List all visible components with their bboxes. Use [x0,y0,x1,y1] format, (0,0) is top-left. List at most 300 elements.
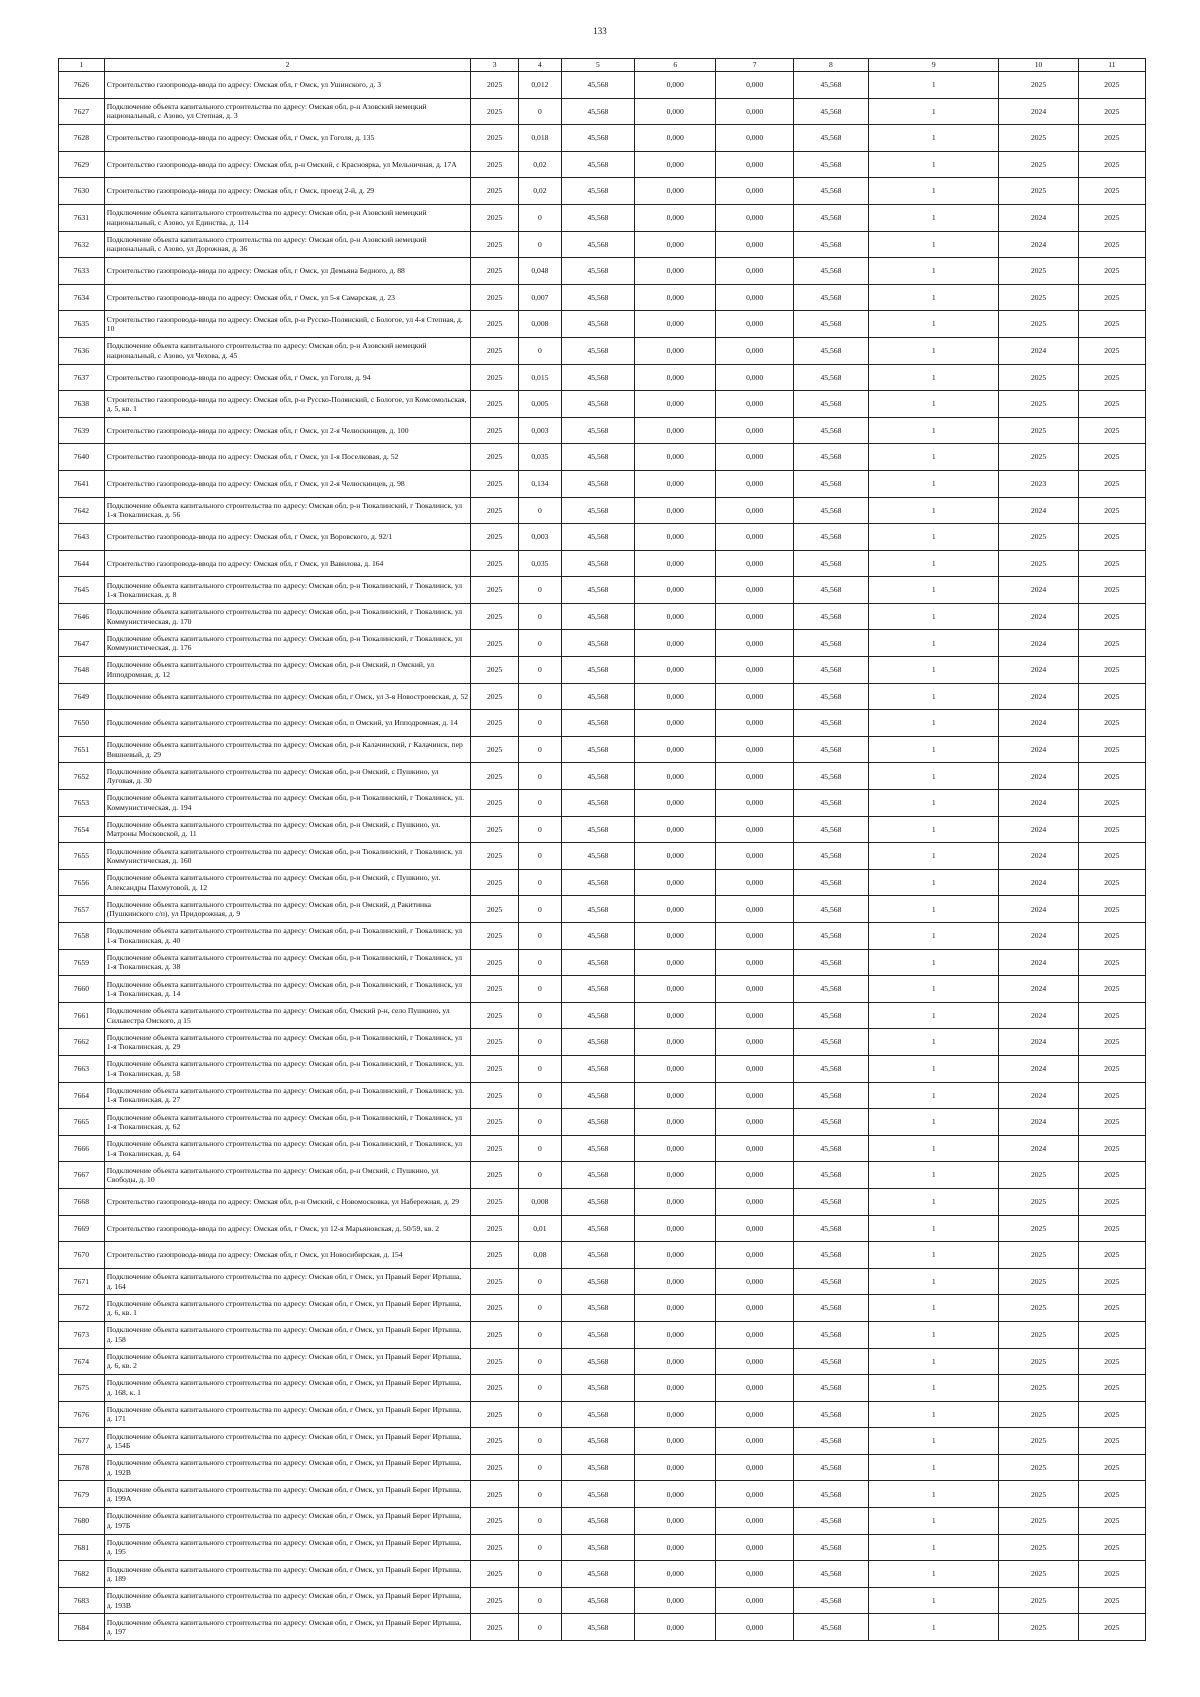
table-cell: 0,000 [716,1401,793,1428]
table-cell: 2025 [471,497,519,524]
table-cell-description [104,1587,470,1614]
table-cell: 0,000 [635,231,716,258]
table-cell: 45,568 [793,657,868,684]
table-cell: 45,568 [793,284,868,311]
table-cell: 45,568 [561,311,634,338]
table-cell: 0,000 [635,843,716,870]
table-cell-description [104,763,470,790]
table-cell: 2024 [999,1029,1078,1056]
table-cell: 2025 [471,896,519,923]
table-cell: 45,568 [793,364,868,391]
table-cell: 2025 [471,391,519,418]
table-cell: 2024 [999,204,1078,231]
table-row [59,1162,1146,1189]
table-cell: 1 [869,657,999,684]
table-cell: 1 [869,1587,999,1614]
table-cell: 0,000 [635,710,716,737]
table-cell: 0 [519,1135,562,1162]
table-cell: 1 [869,311,999,338]
table-cell: 45,568 [793,1401,868,1428]
table-cell: 0,000 [716,364,793,391]
table-cell: 2025 [471,1534,519,1561]
description-text: Строительство газопровода-ввода по адресу: Омская обл, р-н Омский, с Красноярка, ул Мельничная, д. 17А [106,159,457,169]
table-cell: 0,000 [635,1188,716,1215]
table-row [59,497,1146,524]
table-cell: 0,000 [635,603,716,630]
table-cell: 2024 [999,1055,1078,1082]
table-cell: 2025 [1078,258,1145,285]
table-cell: 0,01 [519,1215,562,1242]
table-cell: 2025 [471,710,519,737]
table-cell: 0,000 [716,231,793,258]
table-cell: 2025 [1078,417,1145,444]
table-cell: 0,000 [635,98,716,125]
table-cell: 45,568 [561,1428,634,1455]
table-cell: 2025 [471,1135,519,1162]
table-cell: 1 [869,151,999,178]
table-cell: 2025 [1078,444,1145,471]
table-cell: 7646 [59,603,105,630]
table-cell: 0,000 [716,976,793,1003]
table-cell: 7682 [59,1561,105,1588]
description-text: Строительство газопровода-ввода по адресу: Омская обл, г Омск, ул Вавилова, д. 164 [106,558,384,568]
description-text: Подключение объекта капитального строительства по адресу: Омская обл, р-н Омский, д Ракитинка (Пушкинского с/п), ул Придорожная, д. 9 [106,899,432,919]
table-cell: 0,000 [635,284,716,311]
table-cell: 2025 [999,1561,1078,1588]
table-cell: 45,568 [793,1614,868,1641]
table-cell: 2024 [999,710,1078,737]
table-cell: 1 [869,1268,999,1295]
table-row [59,1508,1146,1535]
table-cell: 2025 [1078,178,1145,205]
description-text: Подключение объекта капитального строительства по адресу: Омская обл, р-н Омский, с Пушкино, ул Свободы, д. 10 [106,1165,439,1185]
table-cell: 2025 [999,1295,1078,1322]
table-cell: 7637 [59,364,105,391]
table-cell: 45,568 [793,550,868,577]
table-cell: 2025 [471,470,519,497]
table-cell: 7662 [59,1029,105,1056]
table-cell: 0 [519,1401,562,1428]
table-cell: 2025 [1078,284,1145,311]
table-cell: 0,000 [716,1428,793,1455]
table-cell: 2025 [471,1321,519,1348]
table-cell-description [104,630,470,657]
table-row [59,72,1146,99]
table-cell: 45,568 [793,1534,868,1561]
table-cell-description [104,1561,470,1588]
table-cell: 0 [519,1454,562,1481]
table-cell: 2025 [471,1215,519,1242]
description-text: Подключение объекта капитального строительства по адресу: Омская обл, р-н Тюкалинский, г Тюкалинск, ул 1-я Тюкалинская, д. 38 [106,952,463,972]
table-cell: 0,000 [716,949,793,976]
table-cell: 2025 [1078,550,1145,577]
table-cell: 45,568 [561,1215,634,1242]
description-text: Подключение объекта капитального строительства по адресу: Омская обл, р-н Омский, с Пушкино, ул. Александры Пахмутовой, д. 12 [106,873,441,892]
table-cell-description [104,1401,470,1428]
table-cell: 2025 [471,258,519,285]
table-cell-description [104,1348,470,1375]
table-cell: 0,000 [716,311,793,338]
table-cell: 0 [519,1375,562,1402]
table-cell: 2024 [999,843,1078,870]
description-text: Подключение объекта капитального строительства по адресу: Омская обл, г Омск, ул 3-я Новостроевская, д. 52 [106,691,469,701]
table-cell: 2025 [471,311,519,338]
table-row [59,311,1146,338]
table-cell: 0,134 [519,470,562,497]
table-cell: 7631 [59,204,105,231]
table-cell: 7647 [59,630,105,657]
table-cell: 0,000 [716,1321,793,1348]
description-text: Подключение объекта капитального строительства по адресу: Омская обл, г Омск, ул Правый Берег Иртыша, д. 193В [106,1591,462,1610]
table-cell: 1 [869,1454,999,1481]
table-row [59,151,1146,178]
description-text: Подключение объекта капитального строительства по адресу: Омская обл, р-н Тюкалинский, г Тюкалинск, ул. 1-я Тюкалинская, д. 27 [106,1085,464,1105]
table-row [59,1268,1146,1295]
table-cell: 45,568 [793,1268,868,1295]
table-row [59,710,1146,737]
table-cell: 0,000 [635,391,716,418]
table-cell: 45,568 [561,337,634,364]
table-cell: 2025 [1078,1561,1145,1588]
table-cell-description [104,1508,470,1535]
description-text: Строительство газопровода-ввода по адресу: Омская обл, р-н Русско-Полянский, с Бологое, ул 4-я Степная, д. 10 [106,314,463,334]
table-cell: 2024 [999,337,1078,364]
table-cell: 7666 [59,1135,105,1162]
table-cell: 2025 [471,524,519,551]
table-cell: 2025 [471,869,519,896]
table-cell: 45,568 [561,1242,634,1269]
table-row [59,1561,1146,1588]
page-number: 133 [593,26,607,36]
table-cell: 0 [519,896,562,923]
table-cell: 0,000 [635,311,716,338]
table-cell: 45,568 [561,497,634,524]
table-cell: 45,568 [793,1188,868,1215]
table-cell: 0,000 [635,1109,716,1136]
column-header: 6 [635,59,716,72]
table-cell: 2024 [999,736,1078,763]
table-cell: 7645 [59,577,105,604]
table-cell: 7679 [59,1481,105,1508]
table-cell: 1 [869,1321,999,1348]
table-cell: 7654 [59,816,105,843]
table-row [59,524,1146,551]
table-row [59,1002,1146,1029]
table-cell-description [104,949,470,976]
table-cell: 0,000 [635,444,716,471]
table-cell: 0 [519,204,562,231]
table-cell: 7652 [59,763,105,790]
column-header: 3 [471,59,519,72]
table-cell: 0 [519,816,562,843]
table-cell: 0,000 [635,1428,716,1455]
table-cell: 1 [869,1614,999,1641]
table-cell: 2025 [471,1401,519,1428]
table-cell: 0,000 [635,1454,716,1481]
table-cell: 45,568 [793,444,868,471]
table-cell-description [104,869,470,896]
table-cell: 0,048 [519,258,562,285]
table-cell-description [104,816,470,843]
table-cell: 2025 [471,1109,519,1136]
table-cell: 0,000 [635,364,716,391]
table-cell: 2025 [471,231,519,258]
table-cell: 2025 [471,337,519,364]
table-cell: 7635 [59,311,105,338]
table-cell: 2025 [471,151,519,178]
table-cell: 2024 [999,630,1078,657]
table-cell: 0,000 [635,1242,716,1269]
table-row [59,391,1146,418]
table-cell: 2025 [999,524,1078,551]
table-cell: 0,000 [635,72,716,99]
description-text: Подключение объекта капитального строительства по адресу: Омская обл, п Омский, ул Ипподромная, д. 14 [106,718,458,728]
table-cell: 45,568 [561,603,634,630]
table-cell: 2025 [1078,497,1145,524]
table-cell: 2025 [1078,1587,1145,1614]
table-cell: 2024 [999,657,1078,684]
description-text: Строительство газопровода-ввода по адресу: Омская обл, г Омск, проезд 2-й, д. 29 [106,186,375,196]
description-text: Подключение объекта капитального строительства по адресу: Омская обл, р-н Омский, с Пушкино, ул Луговая, д. 30 [106,766,439,786]
table-cell-description [104,72,470,99]
table-cell: 2025 [471,683,519,710]
table-cell: 0,000 [716,1268,793,1295]
table-cell: 7674 [59,1348,105,1375]
table-cell: 1 [869,949,999,976]
table-cell-description [104,98,470,125]
table-cell: 45,568 [561,1082,634,1109]
table-cell-description [104,417,470,444]
table-cell: 45,568 [793,1135,868,1162]
table-cell: 2025 [471,178,519,205]
table-cell: 2025 [1078,72,1145,99]
table-cell: 45,568 [561,1481,634,1508]
table-cell: 1 [869,1375,999,1402]
table-cell: 7641 [59,470,105,497]
table-cell: 0 [519,1508,562,1535]
table-cell: 0,035 [519,444,562,471]
table-cell: 2024 [999,683,1078,710]
table-cell: 45,568 [561,524,634,551]
table-cell: 0 [519,843,562,870]
table-cell: 2024 [999,1082,1078,1109]
table-cell: 45,568 [561,125,634,152]
table-cell: 45,568 [793,816,868,843]
table-cell-description [104,736,470,763]
table-cell: 0,000 [716,869,793,896]
table-cell: 0 [519,1162,562,1189]
table-cell: 0 [519,1614,562,1641]
table-row [59,1481,1146,1508]
table-cell: 2025 [1078,1481,1145,1508]
table-cell: 2025 [1078,1534,1145,1561]
table-cell: 0,012 [519,72,562,99]
table-cell: 45,568 [793,1029,868,1056]
table-cell: 7644 [59,550,105,577]
table-cell: 2025 [1078,976,1145,1003]
table-cell: 0,000 [716,524,793,551]
table-cell: 2025 [471,444,519,471]
table-cell: 45,568 [561,630,634,657]
table-row [59,976,1146,1003]
table-cell: 0,008 [519,1188,562,1215]
table-row [59,284,1146,311]
table-row [59,1215,1146,1242]
table-cell: 7650 [59,710,105,737]
table-cell: 7629 [59,151,105,178]
description-text: Подключение объекта капитального строительства по адресу: Омская обл, г Омск, ул Правый Берег Иртыша, д. 158 [106,1325,462,1344]
description-text: Строительство газопровода-ввода по адресу: Омская обл, р-н Омский, с Новомосковка, ул Набережная, д. 29 [106,1197,460,1207]
table-cell: 7665 [59,1109,105,1136]
table-cell: 2024 [999,603,1078,630]
table-cell: 2023 [999,470,1078,497]
table-row [59,683,1146,710]
table-cell: 45,568 [793,391,868,418]
table-cell: 0,000 [635,630,716,657]
table-cell: 7648 [59,657,105,684]
table-cell: 2025 [999,258,1078,285]
table-cell-description [104,1268,470,1295]
table-cell: 1 [869,1242,999,1269]
table-cell: 2025 [1078,311,1145,338]
description-text: Подключение объекта капитального строительства по адресу: Омская обл, Омский р-н, село Пушкино, ул Сильвестра Омского, д 15 [106,1006,450,1025]
table-cell: 2025 [999,1534,1078,1561]
table-cell: 2025 [471,657,519,684]
table-cell: 45,568 [793,949,868,976]
table-cell: 0,000 [716,630,793,657]
table-cell: 0,000 [635,497,716,524]
table-cell: 2025 [999,125,1078,152]
table-cell-description [104,151,470,178]
table-cell: 0 [519,1534,562,1561]
table-cell: 2025 [471,1375,519,1402]
table-cell-description [104,1109,470,1136]
table-cell: 45,568 [561,1561,634,1588]
table-cell: 1 [869,258,999,285]
description-text: Подключение объекта капитального строительства по адресу: Омская обл, г Омск, ул Правый Берег Иртыша, д. 197Б [106,1511,462,1530]
table-cell: 0,000 [635,1561,716,1588]
table-cell: 0,000 [716,577,793,604]
table-cell-description [104,178,470,205]
table-cell: 0,000 [635,1508,716,1535]
column-header: 11 [1078,59,1145,72]
table-cell: 7677 [59,1428,105,1455]
table-cell: 2025 [471,1188,519,1215]
table-cell: 1 [869,1534,999,1561]
table-cell: 0,000 [635,683,716,710]
table-cell: 0,000 [716,1614,793,1641]
table-cell: 2025 [999,417,1078,444]
table-cell: 45,568 [561,1109,634,1136]
table-cell: 1 [869,1162,999,1189]
table-cell: 2025 [999,1454,1078,1481]
table-cell: 0,000 [716,736,793,763]
table-cell: 2025 [1078,204,1145,231]
table-cell: 2025 [1078,337,1145,364]
table-row [59,204,1146,231]
table-row [59,1295,1146,1322]
table-cell: 0,02 [519,151,562,178]
table-cell: 0,000 [635,1321,716,1348]
table-cell: 45,568 [561,869,634,896]
table-cell: 45,568 [561,444,634,471]
table-cell-description [104,550,470,577]
table-cell: 2025 [471,1508,519,1535]
table-row [59,364,1146,391]
table-cell: 0,000 [716,1375,793,1402]
table-cell: 45,568 [561,1188,634,1215]
table-cell: 2025 [1078,710,1145,737]
description-text: Строительство газопровода-ввода по адресу: Омская обл, г Омск, ул 1-я Поселковая, д. 52 [106,452,399,462]
table-cell: 0,000 [716,497,793,524]
table-cell: 45,568 [793,896,868,923]
table-cell: 45,568 [561,1508,634,1535]
table-cell: 2025 [1078,470,1145,497]
table-cell: 0,000 [716,72,793,99]
table-row [59,258,1146,285]
table-cell: 45,568 [561,816,634,843]
table-cell: 45,568 [793,72,868,99]
table-cell: 45,568 [561,231,634,258]
table-cell: 45,568 [561,1002,634,1029]
table-cell: 2025 [1078,231,1145,258]
table-cell: 0,000 [716,1162,793,1189]
table-cell: 7681 [59,1534,105,1561]
table-cell: 2025 [471,284,519,311]
table-cell: 2025 [999,72,1078,99]
description-text: Подключение объекта капитального строительства по адресу: Омская обл, р-н Тюкалинский, г Тюкалинск, ул Коммунистическая, д. 160 [106,846,463,866]
table-cell: 45,568 [561,391,634,418]
table-cell: 45,568 [561,790,634,817]
table-cell: 7672 [59,1295,105,1322]
table-cell: 0,018 [519,125,562,152]
table-cell: 45,568 [561,98,634,125]
table-cell-description [104,1428,470,1455]
description-text: Подключение объекта капитального строительства по адресу: Омская обл, р-н Тюкалинский, г Тюкалинск, ул Коммунистическая, д. 170 [106,607,463,626]
description-text: Подключение объекта капитального строительства по адресу: Омская обл, г Омск, ул Правый Берег Иртыша, д. 6, кв. 1 [106,1298,462,1318]
table-cell: 2025 [471,98,519,125]
description-text: Строительство газопровода-ввода по адресу: Омская обл, г Омск, ул Гоголя, д. 135 [106,133,375,143]
table-cell: 1 [869,125,999,152]
table-cell: 2025 [1078,1215,1145,1242]
description-text: Подключение объекта капитального строительства по адресу: Омская обл, р-н Тюкалинский, г Тюкалинск, ул 1-я Тюкалинская, д. 8 [106,580,463,600]
description-text: Подключение объекта капитального строительства по адресу: Омская обл, р-н Омский, с Пушкино, ул. Матроны Московской, д. 11 [106,820,441,839]
table-cell: 45,568 [793,1055,868,1082]
table-cell: 45,568 [793,204,868,231]
description-text: Подключение объекта капитального строительства по адресу: Омская обл, р-н Азовский немецкий национальный, с Азово, ул Степная, д. 3 [106,101,427,121]
table-cell: 0,000 [716,763,793,790]
table-cell: 0,000 [635,976,716,1003]
table-cell: 7643 [59,524,105,551]
table-cell: 45,568 [561,949,634,976]
table-cell: 45,568 [561,258,634,285]
table-cell: 2025 [999,1614,1078,1641]
table-cell: 2025 [1078,1454,1145,1481]
table-cell: 0,000 [635,896,716,923]
table-cell: 0,000 [635,1481,716,1508]
table-row [59,1614,1146,1641]
table-cell: 2025 [999,364,1078,391]
table-cell: 0 [519,763,562,790]
table-cell: 2025 [999,1587,1078,1614]
table-cell: 45,568 [561,1268,634,1295]
table-cell: 0,000 [635,125,716,152]
table-row [59,923,1146,950]
column-header: 1 [59,59,105,72]
table-cell: 45,568 [561,1534,634,1561]
table-cell: 2025 [1078,736,1145,763]
table-cell: 2024 [999,577,1078,604]
